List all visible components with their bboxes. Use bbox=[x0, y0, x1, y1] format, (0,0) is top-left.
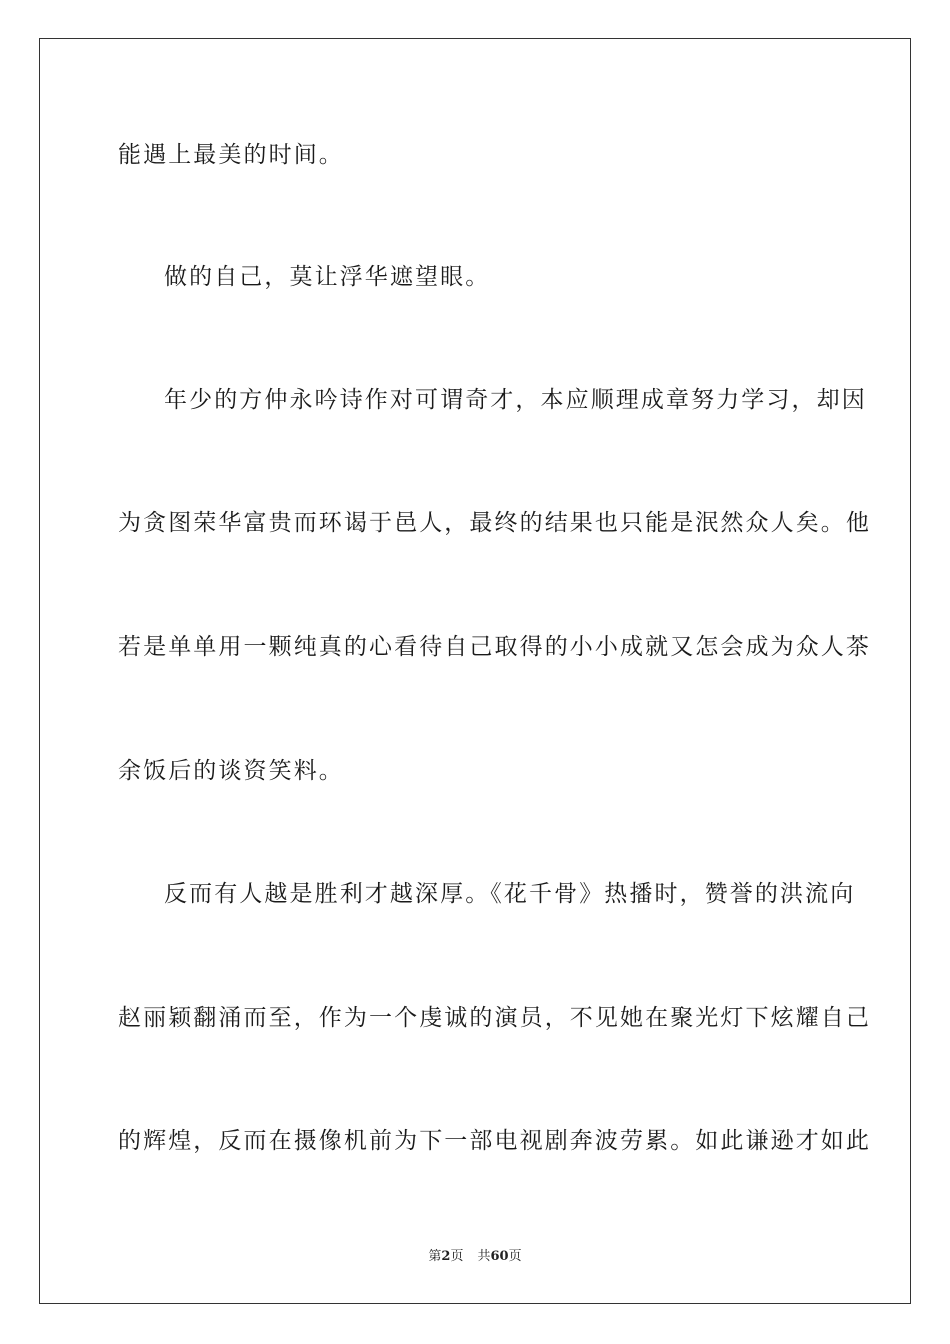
text-line-5: 若是单单用一颗纯真的心看待自己取得的小小成就又怎会成为众人茶 bbox=[118, 634, 871, 660]
footer-total-number: 60 bbox=[490, 1249, 509, 1264]
text-line-2: 做的自己，莫让浮华遮望眼。 bbox=[164, 264, 491, 290]
text-line-4: 为贪图荣华富贵而环谒于邑人，最终的结果也只能是泯然众人矣。他 bbox=[118, 510, 871, 536]
footer-total-suffix: 页 bbox=[508, 1249, 522, 1264]
text-line-3: 年少的方仲永吟诗作对可谓奇才，本应顺理成章努力学习，却因 bbox=[164, 387, 867, 413]
page-footer bbox=[0, 1248, 950, 1266]
page-border bbox=[39, 38, 911, 1304]
footer-page-suffix: 页 bbox=[450, 1249, 464, 1264]
text-line-8: 赵丽颖翻涌而至，作为一个虔诚的演员，不见她在聚光灯下炫耀自己 bbox=[118, 1005, 871, 1031]
footer-page-number: 2 bbox=[441, 1249, 451, 1264]
text-line-9: 的辉煌，反而在摄像机前为下一部电视剧奔波劳累。如此谦逊才如此 bbox=[118, 1128, 871, 1154]
text-line-6: 余饭后的谈资笑料。 bbox=[118, 758, 344, 784]
text-line-1: 能遇上最美的时间。 bbox=[118, 142, 344, 168]
text-line-7: 反而有人越是胜利才越深厚。《花千骨》热播时，赞誉的洪流向 bbox=[164, 881, 856, 907]
footer-page-prefix: 第 bbox=[428, 1249, 442, 1264]
footer-total-prefix: 共 bbox=[477, 1249, 491, 1264]
